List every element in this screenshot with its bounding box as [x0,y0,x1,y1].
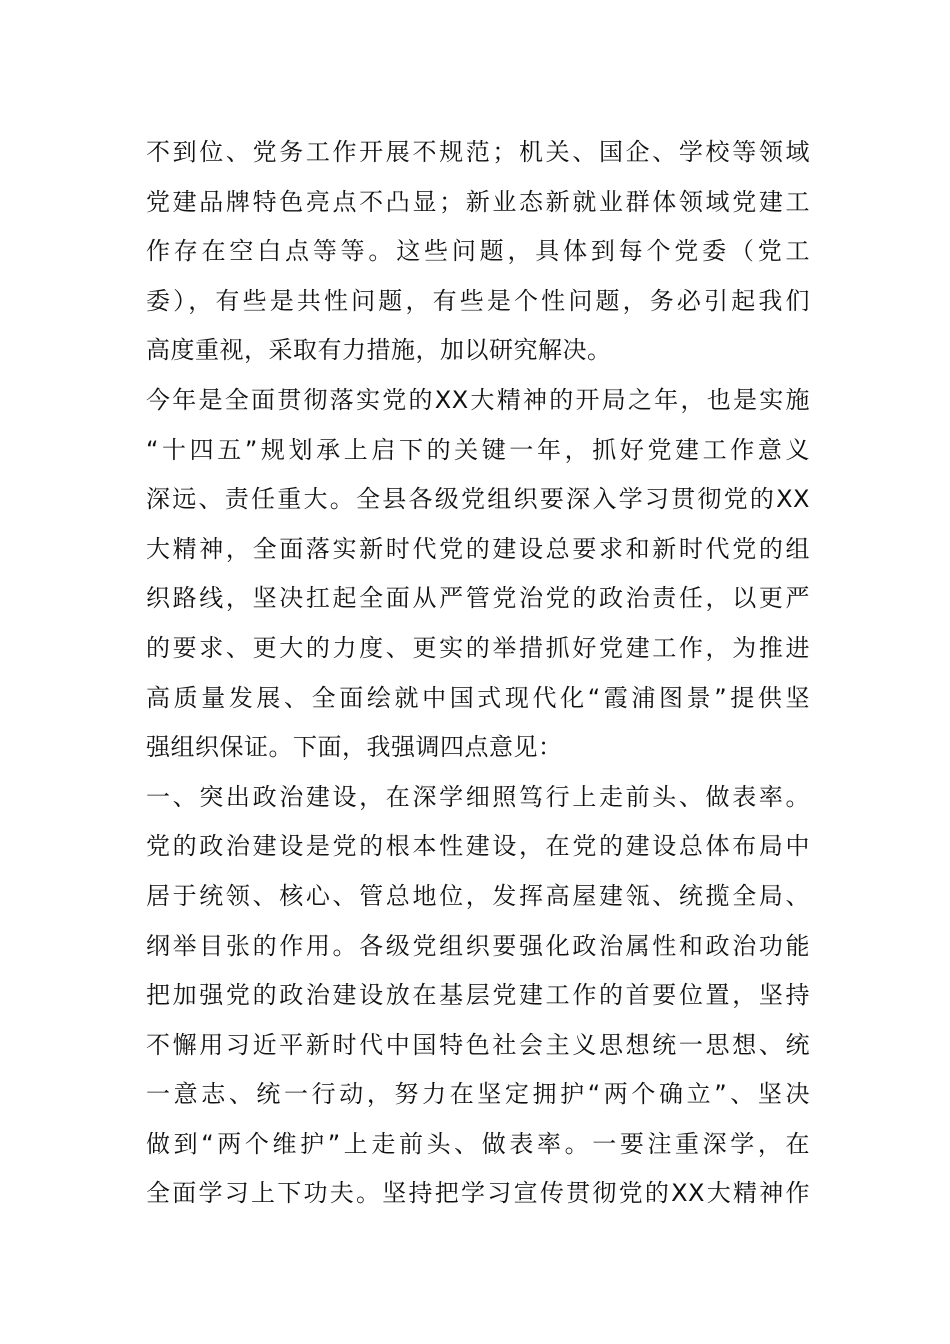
text-line: 作存在空白点等等。这些问题，具体到每个党委（党工 [146,237,810,266]
text-line: 纲举目张的作用。各级党组织要强化政治属性和政治功能 [146,931,810,960]
document-body [146,128,810,1219]
text-line: 做到“两个维护”上走前头、做表率。一要注重深学，在 [146,1129,810,1158]
text-line: 今年是全面贯彻落实党的XX大精神的开局之年，也是实施 [146,385,810,414]
section-heading: 一、突出政治建设，在深学细照笃行上走前头、做表率。 [146,782,810,811]
text-line: 不懈用习近平新时代中国特色社会主义思想统一思想、统 [146,1030,810,1059]
text-line: 居于统领、核心、管总地位，发挥高屋建瓴、统揽全局、 [146,881,810,910]
text-line: 党建品牌特色亮点不凸显；新业态新就业群体领域党建工 [146,187,810,216]
text-line: 高质量发展、全面绘就中国式现代化“霞浦图景”提供坚 [146,683,810,712]
text-line: 全面学习上下功夫。坚持把学习宣传贯彻党的XX大精神作 [146,1179,810,1208]
text-line: 把加强党的政治建设放在基层党建工作的首要位置，坚持 [146,981,810,1010]
text-line: 不到位、党务工作开展不规范；机关、国企、学校等领域 [146,138,810,166]
text-line: 深远、责任重大。全县各级党组织要深入学习贯彻党的XX [146,485,810,514]
text-line: 织路线，坚决扛起全面从严管党治党的政治责任，以更严 [146,584,810,613]
text-line: 强组织保证。下面，我强调四点意见： [146,733,563,762]
text-line: 委），有些是共性问题，有些是个性问题，务必引起我们 [146,286,810,315]
text-line: 高度重视，采取有力措施，加以研究解决。 [146,336,612,365]
text-line: 的要求、更大的力度、更实的举措抓好党建工作，为推进 [146,633,810,662]
text-line: 一意志、统一行动，努力在坚定拥护“两个确立”、坚决 [146,1080,810,1109]
text-line: 大精神，全面落实新时代党的建设总要求和新时代党的组 [146,534,810,563]
text-line: 党的政治建设是党的根本性建设，在党的建设总体布局中 [146,832,810,861]
text-line: “十四五”规划承上启下的关键一年，抓好党建工作意义 [146,435,810,464]
